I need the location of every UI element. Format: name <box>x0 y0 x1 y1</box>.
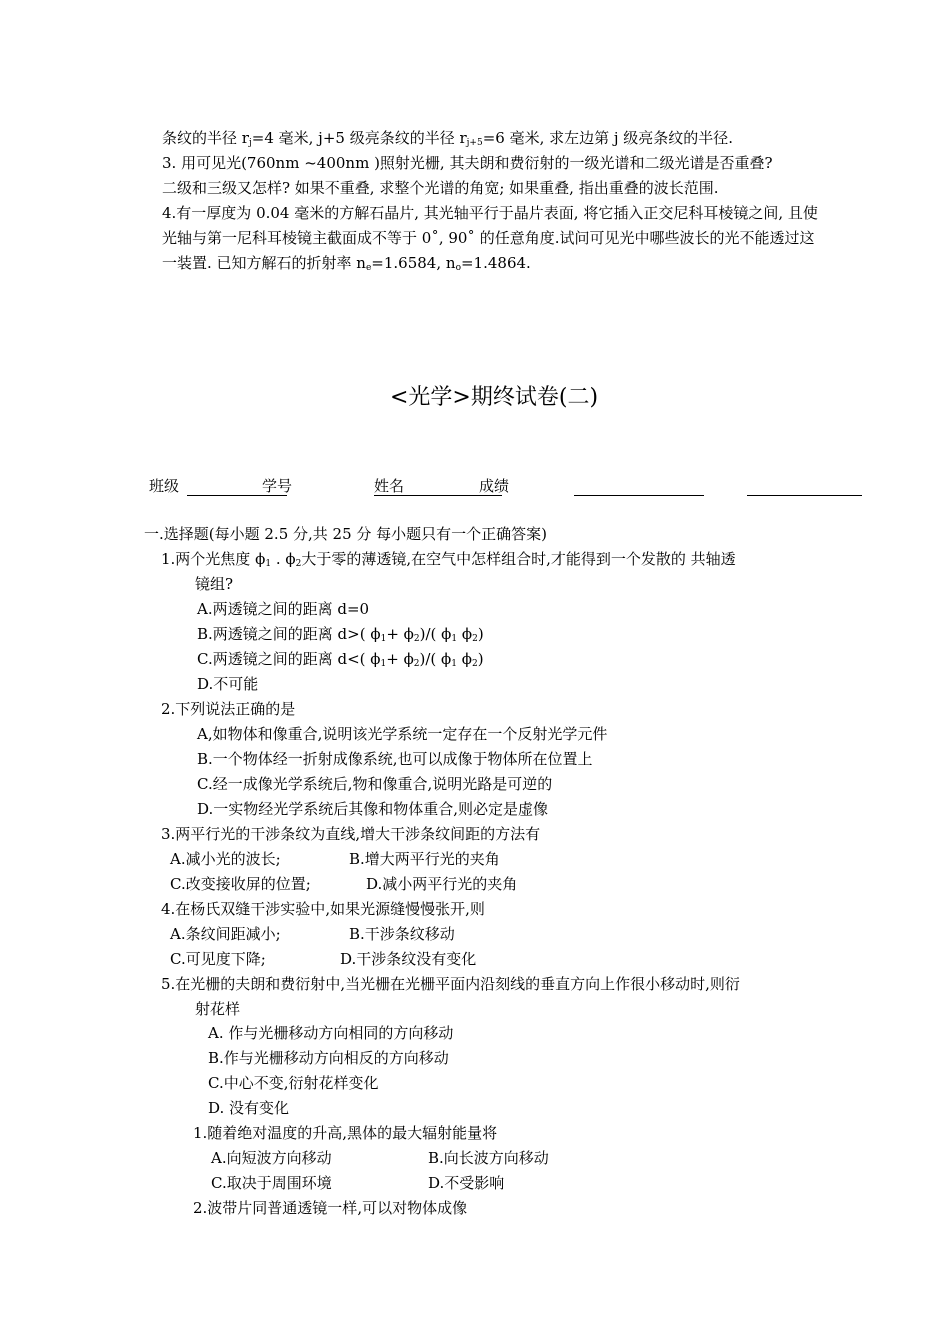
text-span: =4 毫米, j+5 级亮条纹的半径 r <box>251 129 467 147</box>
option-a: A.减小光的波长; <box>170 850 281 868</box>
text-span: =1.6584, n <box>371 254 456 272</box>
question-stem: 2.下列说法正确的是 <box>161 700 296 718</box>
subscript: 1 <box>451 659 458 669</box>
subscript: 2 <box>472 634 478 644</box>
subscript: 1 <box>380 634 387 644</box>
field-label-class: 班级 <box>149 477 180 495</box>
subscript: 1 <box>265 559 272 569</box>
question-stem-continued: 射花样 <box>195 1000 241 1018</box>
subscript: 2 <box>413 659 420 669</box>
text-line: 光轴与第一尼科耳棱镜主截面成不等于 0˚, 90˚ 的任意角度.试问可见光中哪些波长的光不能透过这 <box>162 229 815 247</box>
question-stem: 5.在光栅的夫朗和费衍射中,当光栅在光栅平面内沿刻线的垂直方向上作很小移动时,则衍 <box>161 975 740 993</box>
text-span: 1.两个光焦度 ϕ <box>161 550 266 568</box>
option-a: A.向短波方向移动 <box>211 1149 332 1167</box>
option-c: C.经一成像光学系统后,物和像重合,说明光路是可逆的 <box>197 775 553 793</box>
field-label-score: 成绩 <box>479 477 510 495</box>
option-b: B.一个物体经一折射成像系统,也可以成像于物体所在位置上 <box>197 750 593 768</box>
question-stem-continued: 镜组? <box>195 575 234 593</box>
text-span: 大于零的薄透镜,在空气中怎样组合时,才能得到一个发散的 共轴透 <box>301 550 736 568</box>
option-d: D.不受影响 <box>428 1174 505 1192</box>
option-c: C.中心不变,衍射花样变化 <box>208 1074 379 1092</box>
text-span: ϕ <box>457 625 473 643</box>
section-header: 一.选择题(每小题 2.5 分,共 25 分 每小题只有一个正确答案) <box>144 525 548 543</box>
text-span: ) <box>477 625 484 643</box>
text-span: ) <box>477 650 484 668</box>
text-line <box>162 128 733 148</box>
question-stem: 4.在杨氏双缝干涉实验中,如果光源缝慢慢张开,则 <box>161 900 485 918</box>
option-a: A.条纹间距减小; <box>170 925 281 943</box>
option-c: C.改变接收屏的位置; <box>170 875 311 893</box>
text-span: 一装置. 已知方解石的折射率 n <box>162 254 366 272</box>
subscript: j <box>248 138 252 148</box>
subscript: 2 <box>295 559 302 569</box>
subscript: o <box>455 263 461 273</box>
page-title: <光学>期终试卷(二) <box>390 385 599 410</box>
option-d: D.不可能 <box>197 675 259 693</box>
text-line: 4.有一厚度为 0.04 毫米的方解石晶片, 其光轴平行于晶片表面, 将它插入正交尼科耳棱镜之间, 且使 <box>162 204 818 222</box>
text-span: )/( ϕ <box>419 625 452 643</box>
option-d: D. 没有变化 <box>208 1099 290 1117</box>
option-d: D.一实物经光学系统后其像和物体重合,则必定是虚像 <box>197 800 549 818</box>
option-b <box>197 624 484 649</box>
option-b: B.干涉条纹移动 <box>349 925 455 943</box>
text-span: ϕ <box>457 650 473 668</box>
subscript: 1 <box>380 659 387 669</box>
text-span: C.两透镜之间的距离 d<( ϕ <box>197 650 381 668</box>
question-stem: 1.随着绝对温度的升高,黑体的最大辐射能量将 <box>193 1124 498 1142</box>
option-a: A. 作与光栅移动方向相同的方向移动 <box>208 1024 454 1042</box>
text-span: =6 毫米, 求左边第 j 级亮条纹的半径. <box>482 129 734 147</box>
subscript: e <box>365 263 372 273</box>
text-span: . ϕ <box>271 550 296 568</box>
field-underline-extra-2 <box>747 495 862 496</box>
text-span: + ϕ <box>386 625 414 643</box>
text-span: 条纹的半径 r <box>162 129 249 147</box>
option-c: C.取决于周围环境 <box>211 1174 332 1192</box>
option-b: B.增大两平行光的夹角 <box>349 850 500 868</box>
text-line: 3. 用可见光(760nm ~400nm )照射光栅, 其夫朗和费衍射的一级光谱和二级光谱是否重叠? <box>162 154 773 172</box>
option-c: C.可见度下降; <box>170 950 266 968</box>
field-underline-extra-1 <box>574 495 704 496</box>
subscript: 1 <box>451 634 458 644</box>
text-span: + ϕ <box>386 650 414 668</box>
option-b: B.作与光栅移动方向相反的方向移动 <box>208 1049 449 1067</box>
text-span: =1.4864. <box>460 254 531 272</box>
option-d: D.减小两平行光的夹角 <box>366 875 518 893</box>
subscript: j+5 <box>466 138 483 148</box>
option-d: D.干涉条纹没有变化 <box>340 950 477 968</box>
option-a: A,如物体和像重合,说明该光学系统一定存在一个反射光学元件 <box>197 725 608 743</box>
option-a: A.两透镜之间的距离 d=0 <box>197 600 370 618</box>
question-stem <box>161 549 736 574</box>
text-span: B.两透镜之间的距离 d>( ϕ <box>197 625 381 643</box>
subscript: 2 <box>413 634 420 644</box>
field-label-id: 学号 <box>262 477 293 495</box>
text-span: )/( ϕ <box>419 650 452 668</box>
subscript: 2 <box>472 659 478 669</box>
question-stem: 2.波带片同普通透镜一样,可以对物体成像 <box>193 1199 468 1217</box>
text-line <box>162 253 531 273</box>
question-stem: 3.两平行光的干涉条纹为直线,增大干涉条纹间距的方法有 <box>161 825 541 843</box>
option-b: B.向长波方向移动 <box>428 1149 549 1167</box>
option-c <box>197 649 484 674</box>
field-label-name: 姓名 <box>374 477 405 495</box>
text-line: 二级和三级又怎样? 如果不重叠, 求整个光谱的角宽; 如果重叠, 指出重叠的波长范围. <box>162 179 719 197</box>
